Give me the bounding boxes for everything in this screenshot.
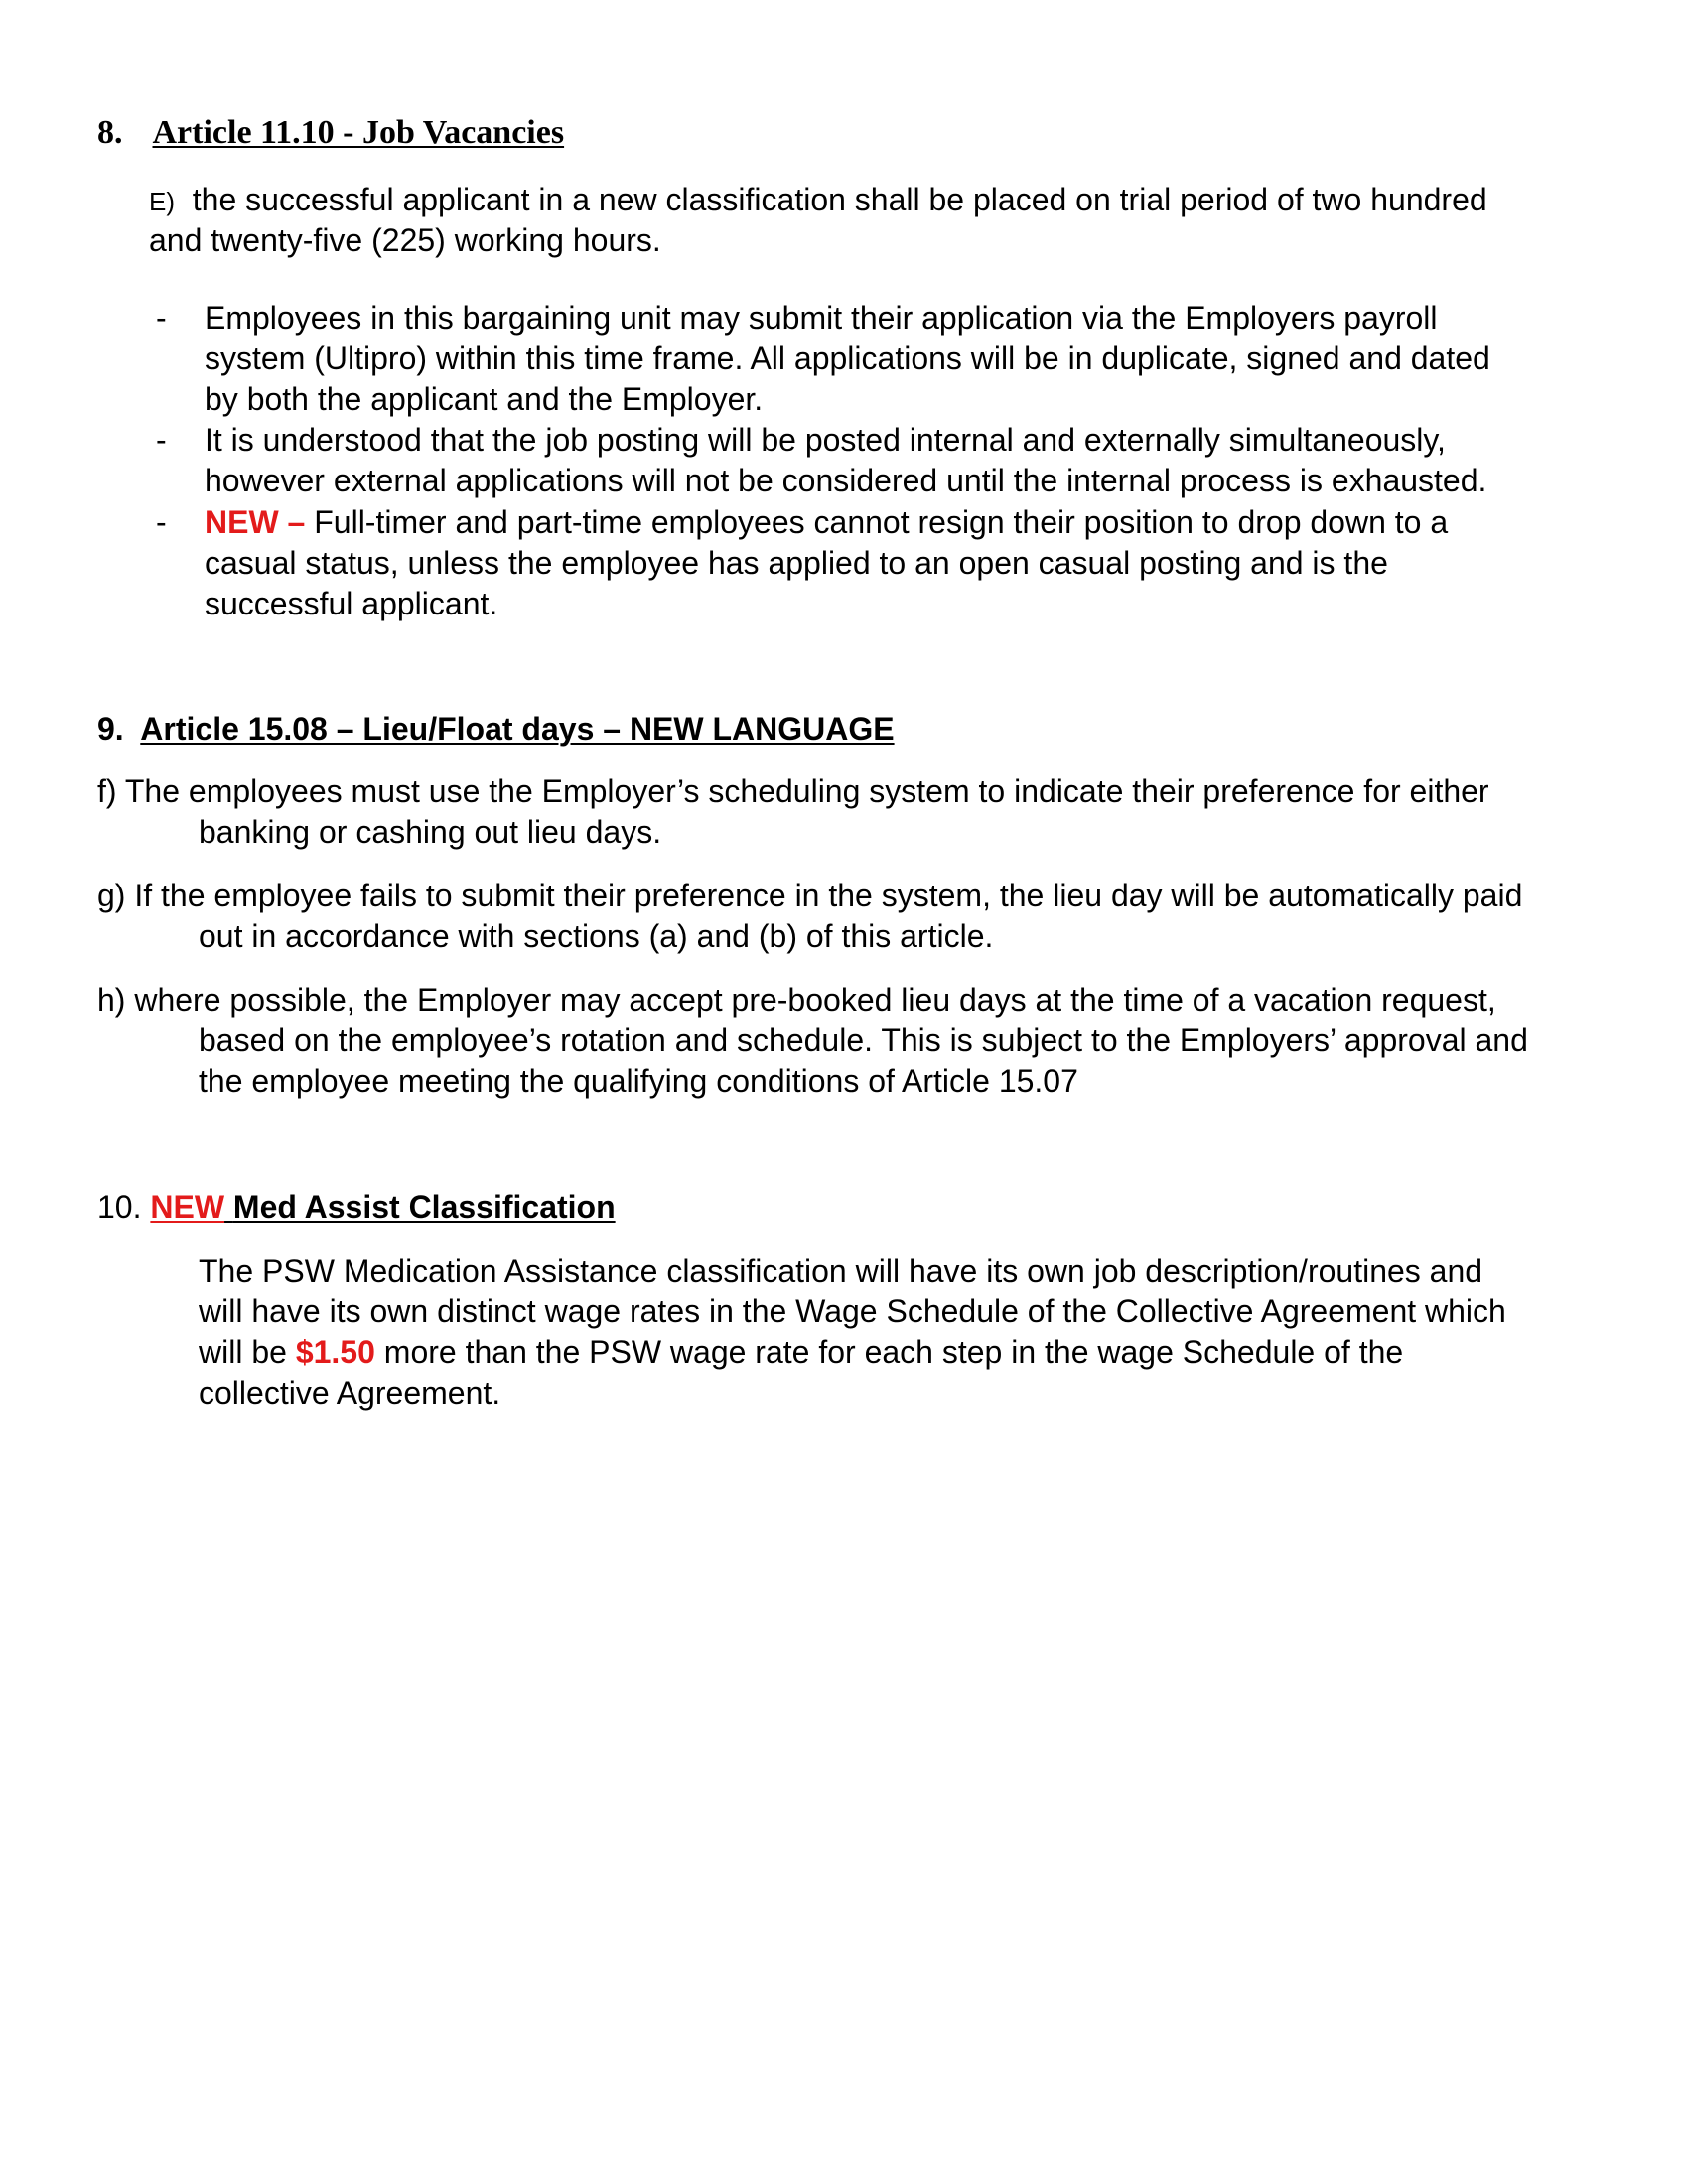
bullet-1-dash: - xyxy=(156,300,167,336)
section-10-line-1: The PSW Medication Assistance classification will have its own job description/routines and xyxy=(199,1253,1483,1289)
section-8-item-e-line-1 xyxy=(149,180,1487,222)
section-10-line-3-post: more than the PSW wage rate for each step in the wage Schedule of the xyxy=(374,1334,1404,1370)
section-8-item-e-line-2: and twenty-five (225) working hours. xyxy=(149,222,661,258)
bullet-3-line-1 xyxy=(205,502,1448,543)
section-10-line-2: will have its own distinct wage rates in the Wage Schedule of the Collective Agreement which xyxy=(199,1294,1506,1329)
bullet-2-line-1: It is understood that the job posting will be posted internal and externally simultaneously, xyxy=(205,422,1446,458)
section-8-heading xyxy=(97,113,564,153)
section-10-line-3-pre: will be xyxy=(199,1334,296,1370)
bullet-2-line-2: however external applications will not be considered until the internal process is exhausted. xyxy=(205,463,1487,498)
bullet-3-line-1-text: Full-timer and part-time employees cannot resign their position to drop down to a xyxy=(305,504,1449,540)
section-10-line-4: collective Agreement. xyxy=(199,1375,501,1411)
bullet-3-line-2: casual status, unless the employee has applied to an open casual posting and is the xyxy=(205,545,1388,581)
section-9-heading xyxy=(97,709,895,749)
item-e-text-line-1: the successful applicant in a new classification shall be placed on trial period of two hundred xyxy=(192,182,1487,217)
section-8-number: 8. xyxy=(97,114,123,151)
section-9-item-g-line-1: g) If the employee fails to submit their preference in the system, the lieu day will be automatically paid xyxy=(97,878,1523,913)
bullet-1-line-3: by both the applicant and the Employer. xyxy=(205,381,764,417)
bullet-2-dash: - xyxy=(156,422,167,458)
section-10-heading xyxy=(97,1187,616,1228)
section-9-title: Article 15.08 – Lieu/Float days – NEW LANGUAGE xyxy=(140,711,895,747)
section-9-item-h-line-3: the employee meeting the qualifying conditions of Article 15.07 xyxy=(199,1063,1078,1099)
section-9-item-h-line-2: based on the employee’s rotation and schedule. This is subject to the Employers’ approval and xyxy=(199,1023,1528,1058)
section-10-title: Med Assist Classification xyxy=(232,1189,616,1225)
item-e-letter: E) xyxy=(149,187,175,216)
bullet-3-line-3: successful applicant. xyxy=(205,586,498,621)
section-10-line-3 xyxy=(199,1332,1403,1373)
wage-premium-amount: $1.50 xyxy=(295,1334,375,1370)
section-9-item-h-line-1: h) where possible, the Employer may accept pre-booked lieu days at the time of a vacation request, xyxy=(97,982,1496,1018)
bullet-3-new-tag: NEW – xyxy=(205,504,306,540)
section-9-item-g-line-2: out in accordance with sections (a) and (b) of this article. xyxy=(199,918,994,954)
section-8-title: Article 11.10 - Job Vacancies xyxy=(152,114,565,151)
bullet-1-line-2: system (Ultipro) within this time frame. All applications will be in duplicate, signed and dated xyxy=(205,341,1490,376)
bullet-1-line-1: Employees in this bargaining unit may submit their application via the Employers payroll xyxy=(205,300,1438,336)
section-10-new-tag: NEW xyxy=(150,1189,225,1225)
section-9-number: 9. xyxy=(97,711,124,747)
bullet-3-dash: - xyxy=(156,504,167,540)
section-9-item-f-line-2: banking or cashing out lieu days. xyxy=(199,814,662,850)
section-10-number: 10. xyxy=(97,1189,142,1225)
section-9-item-f-line-1: f) The employees must use the Employer’s scheduling system to indicate their preference for either xyxy=(97,773,1489,809)
